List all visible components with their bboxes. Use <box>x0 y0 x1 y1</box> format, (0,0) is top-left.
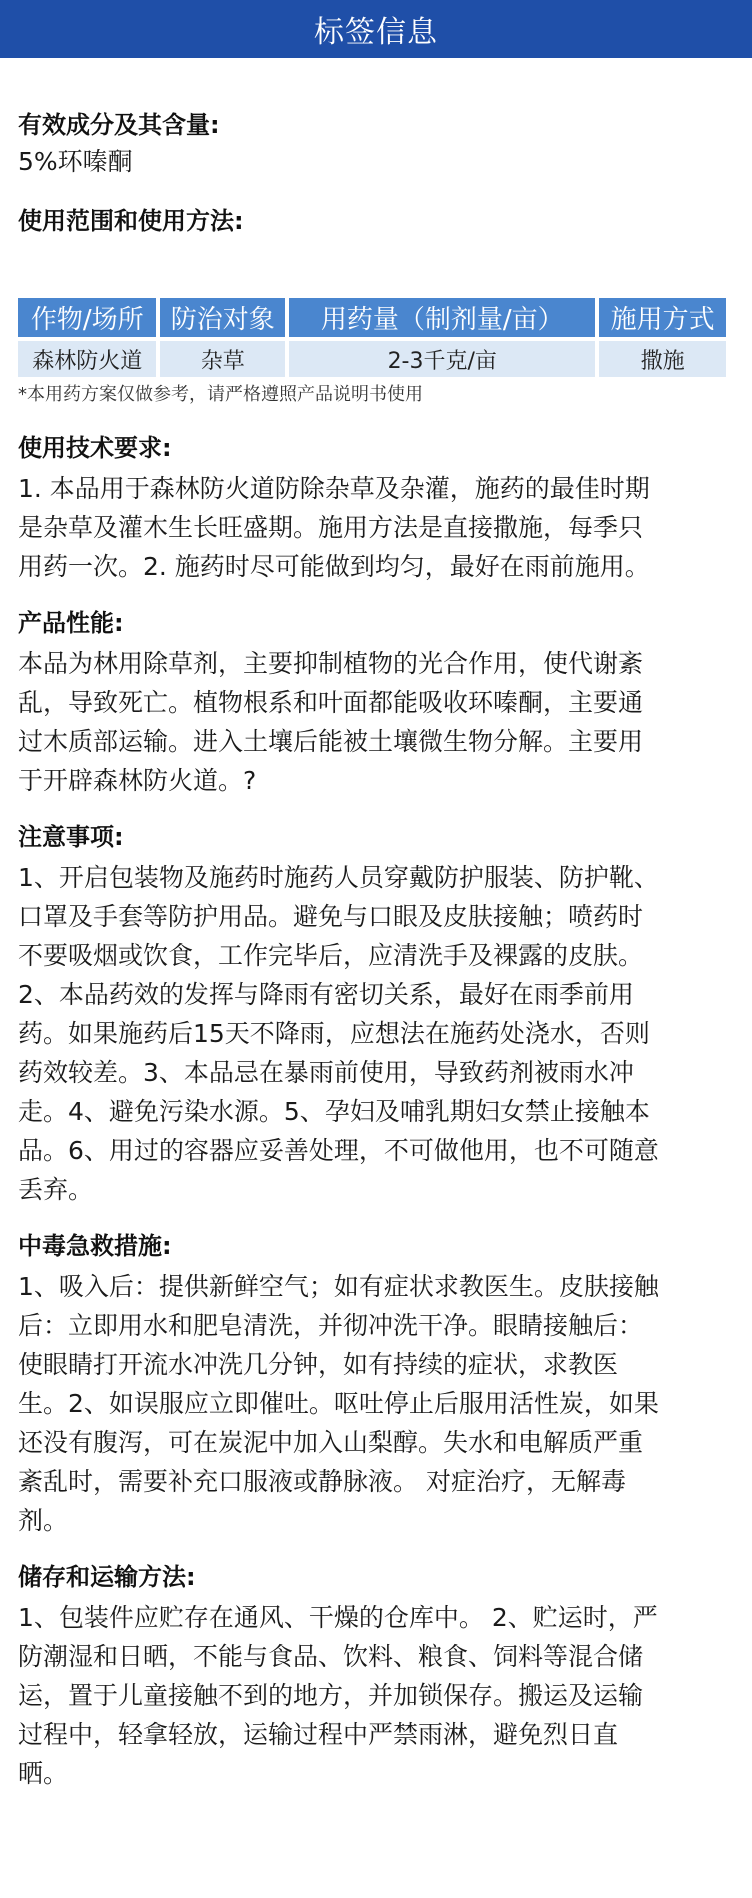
first-aid-section <box>18 1229 734 1540</box>
column-header-dosage: 用药量（制剂量/亩） <box>289 298 595 341</box>
first-aid-line: 使眼睛打开流水冲洗几分钟，如有持续的症状，求教医 <box>18 1350 619 1379</box>
usage-section <box>18 181 734 409</box>
column-header-crop: 作物/场所 <box>18 298 156 341</box>
cautions-title: 注意事项: <box>18 823 124 851</box>
technique-line: 是杂草及灌木生长旺盛期。施用方法是直接撒施，每季只 <box>18 513 644 542</box>
cell-dosage: 2-3千克/亩 <box>289 341 595 377</box>
first-aid-title: 中毒急救措施: <box>18 1232 172 1260</box>
cell-target: 杂草 <box>160 341 285 377</box>
column-header-method: 施用方式 <box>599 298 726 341</box>
cautions-line: 丢弃。 <box>18 1175 94 1204</box>
first-aid-line: 后：立即用水和肥皂清洗，并彻冲洗干净。眼睛接触后： <box>18 1311 644 1340</box>
storage-line: 晒。 <box>18 1759 69 1788</box>
cell-crop: 森林防火道 <box>18 341 156 377</box>
usage-title: 使用范围和使用方法: <box>18 207 244 235</box>
technique-line: 1. 本品用于森林防火道防除杂草及杂灌，施药的最佳时期 <box>18 474 650 503</box>
cautions-line: 药。如果施药后15天不降雨，应想法在施药处浇水，否则 <box>18 1019 650 1048</box>
storage-title: 储存和运输方法: <box>18 1563 196 1591</box>
usage-table-header-row <box>18 298 726 341</box>
performance-title: 产品性能: <box>18 609 124 637</box>
table-row <box>18 341 726 377</box>
performance-line: 本品为林用除草剂，主要抑制植物的光合作用，使代谢紊 <box>18 649 644 678</box>
storage-line: 过程中，轻拿轻放，运输过程中严禁雨淋，避免烈日直 <box>18 1720 619 1749</box>
storage-line: 防潮湿和日晒，不能与食品、饮料、粮食、饲料等混合储 <box>18 1642 644 1671</box>
performance-line: 于开辟森林防火道。? <box>18 766 257 795</box>
storage-section <box>18 1560 734 1793</box>
cautions-section <box>18 820 734 1209</box>
ingredient-title: 有效成分及其含量: <box>18 111 220 139</box>
performance-section <box>18 606 734 800</box>
first-aid-line: 生。2、如误服应立即催吐。呕吐停止后服用活性炭，如果 <box>18 1389 659 1418</box>
page-title: 标签信息 <box>314 15 438 50</box>
technique-title: 使用技术要求: <box>18 434 172 462</box>
usage-note: *本用药方案仅做参考，请严格遵照产品说明书使用 <box>18 384 423 405</box>
ingredient-section <box>18 58 734 181</box>
cautions-line: 口罩及手套等防护用品。避免与口眼及皮肤接触；喷药时 <box>18 902 644 931</box>
first-aid-line: 剂。 <box>18 1506 69 1535</box>
cautions-line: 不要吸烟或饮食，工作完毕后，应清洗手及裸露的皮肤。 <box>18 941 644 970</box>
performance-line: 乱，导致死亡。植物根系和叶面都能吸收环嗪酮，主要通 <box>18 688 644 717</box>
cell-method: 撒施 <box>599 341 726 377</box>
column-header-target: 防治对象 <box>160 298 285 341</box>
content-area <box>0 58 752 1793</box>
header-bar <box>0 0 752 58</box>
performance-line: 过木质部运输。进入土壤后能被土壤微生物分解。主要用 <box>18 727 644 756</box>
cautions-line: 药效较差。3、本品忌在暴雨前使用，导致药剂被雨水冲 <box>18 1058 634 1087</box>
cautions-line: 品。6、用过的容器应妥善处理，不可做他用，也不可随意 <box>18 1136 659 1165</box>
technique-line: 用药一次。2. 施药时尽可能做到均匀，最好在雨前施用。 <box>18 552 650 581</box>
cautions-line: 1、开启包装物及施药时施药人员穿戴防护服装、防护靴、 <box>18 863 659 892</box>
storage-line: 1、包装件应贮存在通风、干燥的仓库中。 2、贮运时，严 <box>18 1603 658 1632</box>
usage-table <box>14 298 730 377</box>
storage-line: 运，置于儿童接触不到的地方，并加锁保存。搬运及运输 <box>18 1681 644 1710</box>
first-aid-line: 1、吸入后：提供新鲜空气；如有症状求教医生。皮肤接触 <box>18 1272 659 1301</box>
cautions-line: 走。4、避免污染水源。5、孕妇及哺乳期妇女禁止接触本 <box>18 1097 650 1126</box>
first-aid-line: 紊乱时，需要补充口服液或静脉液。 对症治疗，无解毒 <box>18 1467 626 1496</box>
first-aid-line: 还没有腹泻，可在炭泥中加入山梨醇。失水和电解质严重 <box>18 1428 644 1457</box>
technique-section <box>18 431 734 586</box>
ingredient-value: 5%环嗪酮 <box>18 147 133 176</box>
cautions-line: 2、本品药效的发挥与降雨有密切关系，最好在雨季前用 <box>18 980 634 1009</box>
